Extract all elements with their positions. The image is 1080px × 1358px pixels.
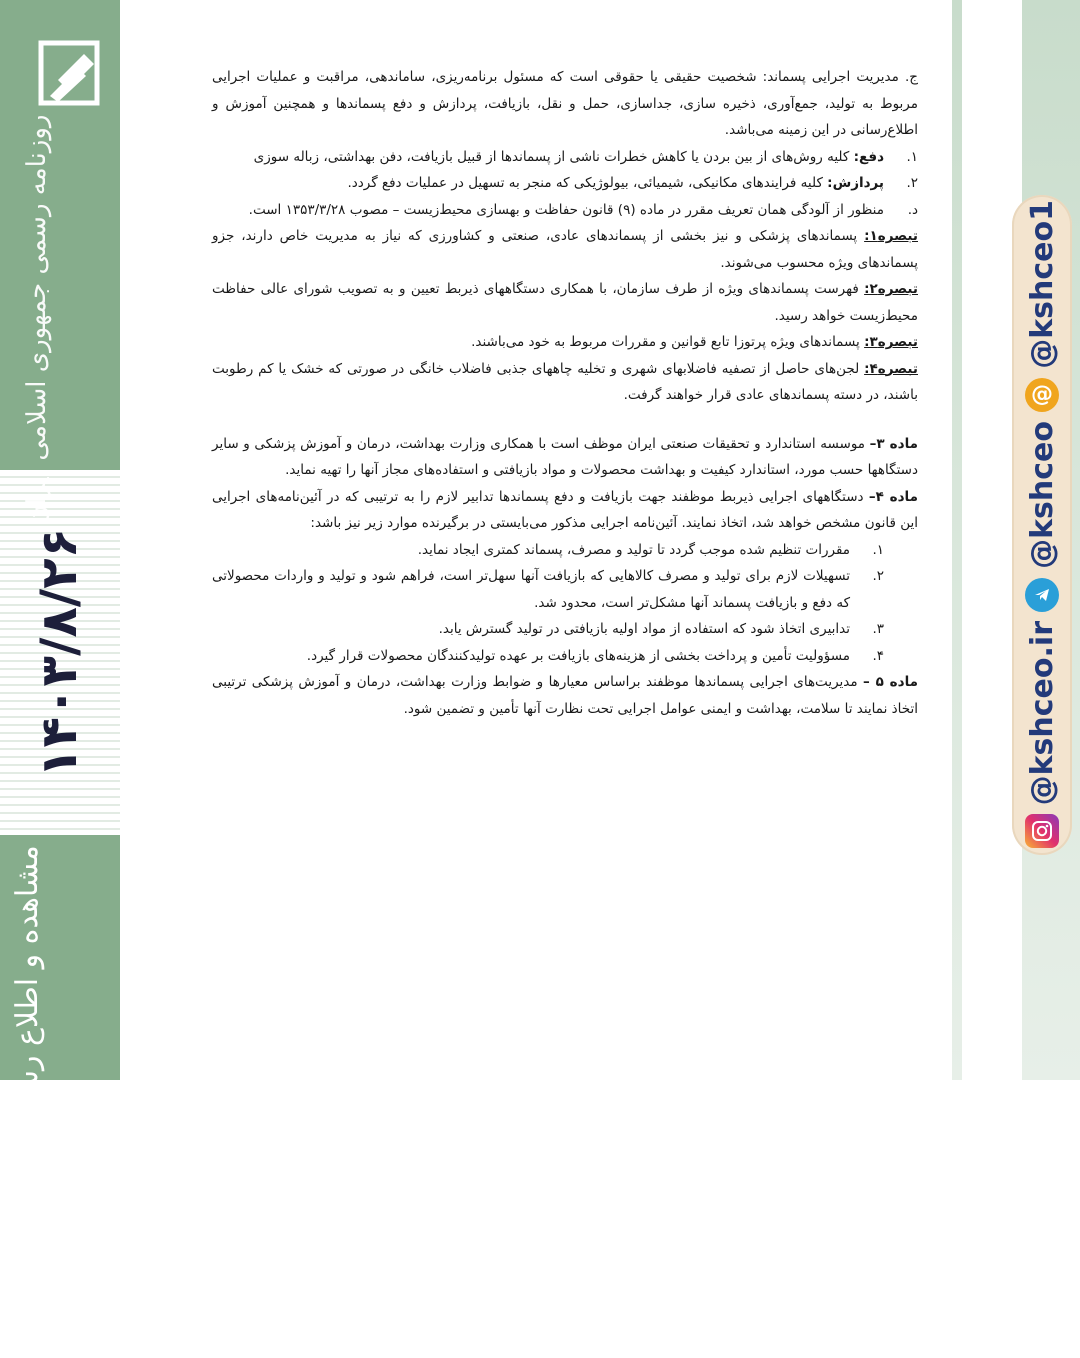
note-3 xyxy=(212,329,918,356)
note-2-label: تبصره۲: xyxy=(864,281,918,297)
social-links xyxy=(1012,200,1072,850)
term-disposal: دفع: xyxy=(853,148,884,165)
note-2-text: فهرست پسماندهای ویژه از طرف سازمان، با همکاری دستگاههای ذیربط تعیین و به تصویب شورای عالی حفاظت محیط‌زیست خواهد رسید. xyxy=(212,281,918,324)
instagram-icon[interactable] xyxy=(1025,814,1059,848)
document-page xyxy=(132,0,950,1080)
handle-kshceo1[interactable]: @kshceo1 xyxy=(1024,200,1060,369)
article-4-item-1-text: مقررات تنظیم شده موجب گردد تا تولید و مصرف، پسماند کمتری ایجاد نماید. xyxy=(417,541,850,558)
handle-kshceo-ir[interactable]: @kshceo.ir xyxy=(1024,620,1060,806)
sidebar-motto: مشاهده و اطلاع رسانی قوانین و مقررات xyxy=(10,845,45,1358)
list-item-2 xyxy=(212,170,918,197)
newspaper-title: روزنامه رسمی جمهوری اسلامی ایران xyxy=(22,115,52,525)
note-4-text: لجن‌های حاصل از تصفیه فاضلابهای شهری و تخلیه چاههای جذبی فاضلاب خانگی در صورتی که خشک یا کم رطوبت باشند، در دسته پسماندهای عادی قرار خواهند گرفت. xyxy=(212,360,918,403)
section-gap xyxy=(212,409,918,431)
newspaper-logo-icon xyxy=(38,40,100,106)
list-item-1 xyxy=(212,144,918,171)
term-processing: پردازش: xyxy=(827,175,884,191)
definition-j: ج. مدیریت اجرایی پسماند: شخصیت حقیقی یا حقوقی است که مسئول برنامه‌ریزی، ساماندهی، مراقبت و عملیات اجرایی مربوط به تولید، جمع‌آوری، ذخیره سازی، جداسازی، حمل و نقل، بازیافت، پردازش و دفع پسماندها و همچنین آموزش و اطلاع‌رسانی در این زمینه می‌باشد. xyxy=(212,69,918,138)
list-marker: ۲. xyxy=(872,568,884,584)
handle-kshceo[interactable]: @kshceo xyxy=(1024,420,1060,569)
list-marker: ۱. xyxy=(906,148,918,165)
list-marker: ۴. xyxy=(872,647,884,664)
note-2 xyxy=(212,276,918,329)
list-marker: ۲. xyxy=(906,175,918,191)
list-item-d xyxy=(212,197,918,224)
article-4-item-2 xyxy=(212,563,918,616)
article-5-label: ماده ۵ – xyxy=(863,674,918,690)
article-5 xyxy=(212,669,918,722)
issue-date: ۱۴۰۳/۸/۲۶ xyxy=(30,527,88,778)
note-1-label: تبصره۱: xyxy=(864,228,918,244)
note-1-text: پسماندهای پزشکی و نیز بخشی از پسماندهای عادی، صنعتی و کشاورزی که نیاز به مدیریت خاص دارند، جزو پسماندهای ویژه محسوب می‌شوند. xyxy=(212,228,918,271)
list-marker: د. xyxy=(907,201,918,218)
article-4-item-3 xyxy=(212,616,918,643)
article-4 xyxy=(212,484,918,537)
telegram-icon[interactable] xyxy=(1025,578,1059,612)
article-3-text: موسسه استاندارد و تحقیقات صنعتی ایران موظف است با همکاری وزارت بهداشت، درمان و آموزش پزشکی و سایر دستگاهها حسب مورد، استاندارد کیفیت و بهداشت محصولات و مواد بازیافتی و استفاده‌های مجاز آنها را تهیه نماید. xyxy=(212,435,918,478)
article-5-text: مدیریت‌های اجرایی پسماندها موظفند براساس معیارها و ضوابط وزارت بهداشت، درمان و آموزش پزشکی ترتیبی اتخاذ نمایند تا سلامت، بهداشت و ایمنی عوامل اجرایی تحت نظارت آنها تأمین و تضمین شود. xyxy=(212,674,918,717)
article-4-label: ماده ۴– xyxy=(868,488,918,505)
article-3-label: ماده ۳– xyxy=(869,435,918,452)
note-3-text: پسماندهای ویژه پرتوزا تابع قوانین و مقررات مربوط به خود می‌باشند. xyxy=(471,334,865,350)
definition-d: منظور از آلودگی همان تعریف مقرر در ماده (۹) قانون حفاظت و بهسازی محیط‌زیست – مصوب ۱۳۵۳/۳/۲۸ است. xyxy=(248,201,884,218)
article-4-item-2-text: تسهیلات لازم برای تولید و مصرف کالاهایی که بازیافت آنها سهل‌تر است، فراهم شود و تولید و واردات محصولاتی که دفع و بازیافت پسماند آنها مشکل‌تر است، محدود شد. xyxy=(212,568,850,611)
article-4-item-1 xyxy=(212,537,918,564)
article-3 xyxy=(212,431,918,484)
term-processing-text: کلیه فرایندهای مکانیکی، شیمیائی، بیولوژیکی که منجر به تسهیل در عملیات دفع گردد. xyxy=(347,175,828,191)
note-4 xyxy=(212,356,918,409)
article-4-item-4 xyxy=(212,643,918,670)
note-4-label: تبصره۴: xyxy=(864,360,918,377)
left-sidebar xyxy=(0,0,122,1358)
list-marker: ۳. xyxy=(872,621,884,637)
list-marker: ۱. xyxy=(872,541,884,558)
article-4-text: دستگاههای اجرایی ذیربط موظفند جهت بازیافت و دفع پسماندها تدابیر لازم را به ترتیبی که در آئین‌نامه‌های اجرایی این قانون مشخص خواهد شد، اتخاذ نمایند. آئین‌نامه اجرایی مذکور می‌بایستی در برگیرنده موارد زیر نیز باشد: xyxy=(212,488,918,531)
at-icon: @ xyxy=(1025,378,1059,412)
note-1 xyxy=(212,223,918,276)
law-text xyxy=(212,64,918,722)
term-disposal-text: کلیه روش‌های از بین بردن یا کاهش خطرات ناشی از پسماندها از قبیل بازیافت، دفن بهداشتی، زباله سوزی xyxy=(253,148,854,165)
article-4-item-4-text: مسؤولیت تأمین و پرداخت بخشی از هزینه‌های بازیافت بر عهده تولیدکنندگان محصولات قرار گیرد. xyxy=(306,647,850,664)
note-3-label: تبصره۳: xyxy=(864,334,918,350)
article-4-item-3-text: تدابیری اتخاذ شود که استفاده از مواد اولیه بازیافتی در تولید گسترش یابد. xyxy=(438,621,850,637)
